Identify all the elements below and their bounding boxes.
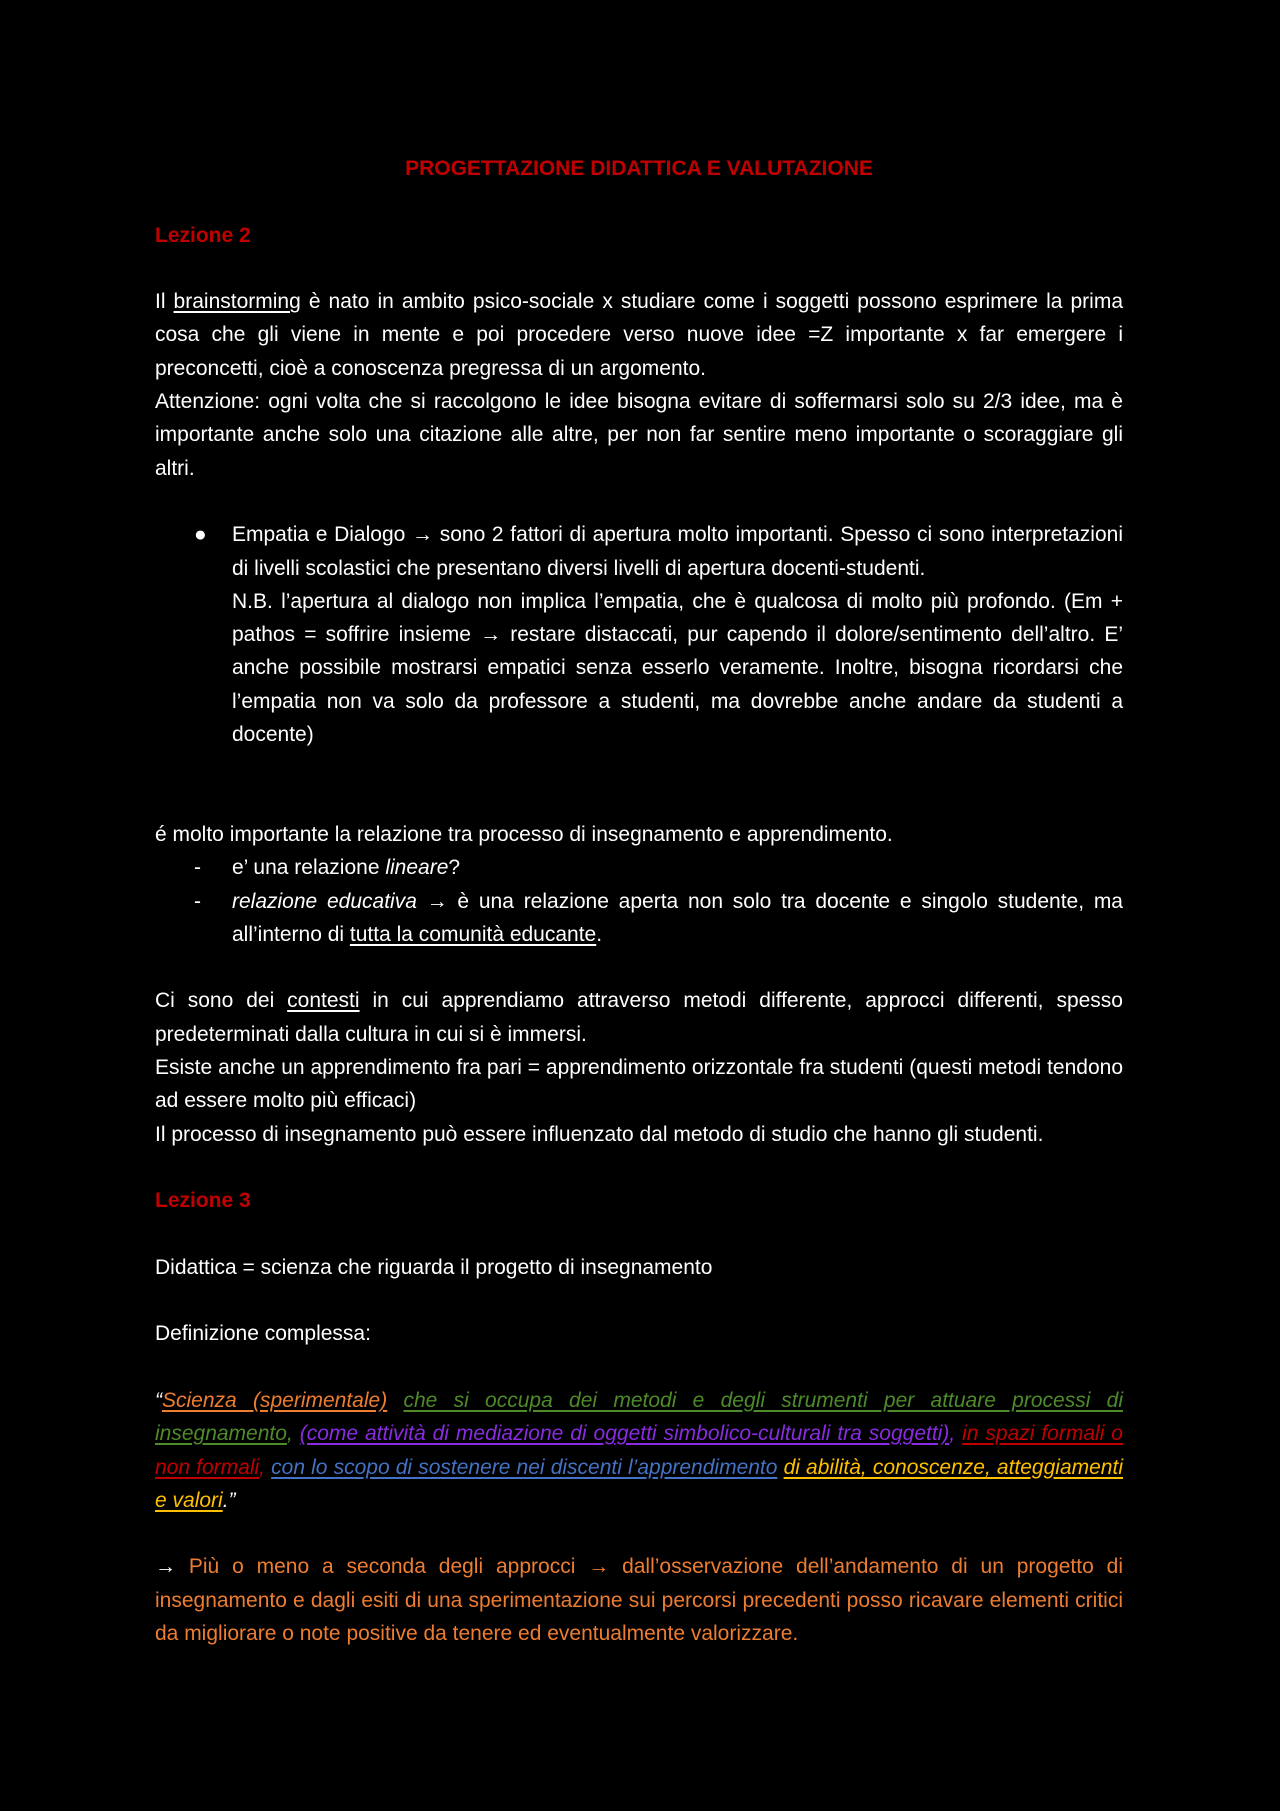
relazione-paragraph: é molto importante la relazione tra processo di insegnamento e apprendimento. — [155, 822, 893, 846]
bullet-text-1: Empatia e Dialogo → sono 2 fattori di apertura molto importanti. Spesso ci sono interpretazioni di livelli scolastici che presentano diversi livelli di apertura docenti-studenti. — [232, 523, 1123, 580]
lezione-2-heading: Lezione 2 — [155, 223, 251, 247]
def-part-mediazione: (come attività di mediazione di oggetti simbolico-culturali tra soggetti) — [299, 1422, 950, 1446]
lezione-3-heading: Lezione 3 — [155, 1189, 251, 1213]
dash-item-lineare: - e’ una relazione lineare? — [155, 851, 1123, 884]
comunita-educante-term: tutta la comunità educante — [349, 922, 597, 946]
arrow-icon: → — [155, 1555, 176, 1579]
contesti-term: contesti — [287, 989, 360, 1013]
dash-item-relazione-educativa: - relazione educativa → è una relazione aperta non solo tra docente e singolo studente, ma all’interno di tutta la comunità educante. — [155, 885, 1123, 952]
apprendimento-pari-paragraph: Esiste anche un apprendimento fra pari = apprendimento orizzontale fra studenti (questi metodi tendono ad essere molto più efficaci) — [155, 1056, 1123, 1113]
didattica-paragraph: Didattica = scienza che riguarda il progetto di insegnamento — [155, 1255, 713, 1279]
attenzione-paragraph: Attenzione: ogni volta che si raccolgono le idee bisogna evitare di soffermarsi solo su 2/3 idee, ma è importante anche solo una citazione alle altre, per non far sentire meno importante o scoraggiare gli altri. — [155, 390, 1123, 480]
contesti-paragraph: Ci sono dei contesti in cui apprendiamo attraverso metodi differente, approcci differenti, spesso predeterminati dalla cultura in cui si è immersi. — [155, 989, 1123, 1046]
bullet-item-empatia — [155, 518, 1123, 751]
document-title: PROGETTAZIONE DIDATTICA E VALUTAZIONE — [405, 157, 873, 180]
brainstorming-term: brainstorming — [173, 290, 301, 314]
def-part-scopo: con lo scopo di sostenere nei discenti l’apprendimento — [271, 1455, 778, 1479]
document-body — [155, 152, 1123, 1650]
definizione-label: Definizione complessa: — [155, 1322, 371, 1346]
def-part-abilita: di abilità, conoscenze, atteggiamenti e valori — [155, 1455, 1123, 1512]
dash-marker: - — [194, 856, 201, 880]
def-part-metodi: che si occupa dei metodi e degli strumenti per attuare processi di insegnamento — [155, 1388, 1123, 1446]
bullet-text-2: N.B. l’apertura al dialogo non implica l’empatia, che è qualcosa di molto più profondo. (Em + pathos = soffrire insieme → restare distaccati, pur capendo il dolore/sentimento dell’altro. E’ anche possibile mostrarsi empatici senza esserlo veramente. Inoltre, bisogna ricordarsi che l’empatia non va solo da professore a studenti, ma dovrebbe anche andare da studenti a docente) — [232, 589, 1123, 747]
definition-quote: “Scienza (sperimentale) che si occupa dei metodi e degli strumenti per attuare processi di insegnamento, (come attività di mediazione di oggetti simbolico-culturali tra soggetti), in spazi formali o non formali, con lo scopo di sostenere nei discenti l’apprendimento di abilità, conoscenze, atteggiamenti e valori.” — [155, 1388, 1123, 1512]
def-part-spazi: in spazi formali o non formali — [155, 1422, 1123, 1479]
dash-marker: - — [194, 889, 201, 913]
processo-paragraph: Il processo di insegnamento può essere influenzato dal metodo di studio che hanno gli studenti. — [155, 1122, 1044, 1146]
brainstorming-paragraph: Il brainstorming è nato in ambito psico-sociale x studiare come i soggetti possono esprimere la prima cosa che gli viene in mente e poi procedere verso nuove idee =Z importante x far emergere i preconcetti, cioè a conoscenza pregressa di un argomento. — [155, 290, 1123, 380]
approcci-paragraph: → Più o meno a seconda degli approcci → dall’osservazione dell’andamento di un progetto di insegnamento e dagli esiti di una sperimentazione sui percorsi precedenti posso ricavare elementi critici da migliorare o note positive da tenere ed eventualmente valorizzare. — [155, 1555, 1123, 1646]
def-part-scienza: Scienza (sperimentale) — [162, 1388, 388, 1412]
bullet-marker: ● — [194, 523, 207, 547]
